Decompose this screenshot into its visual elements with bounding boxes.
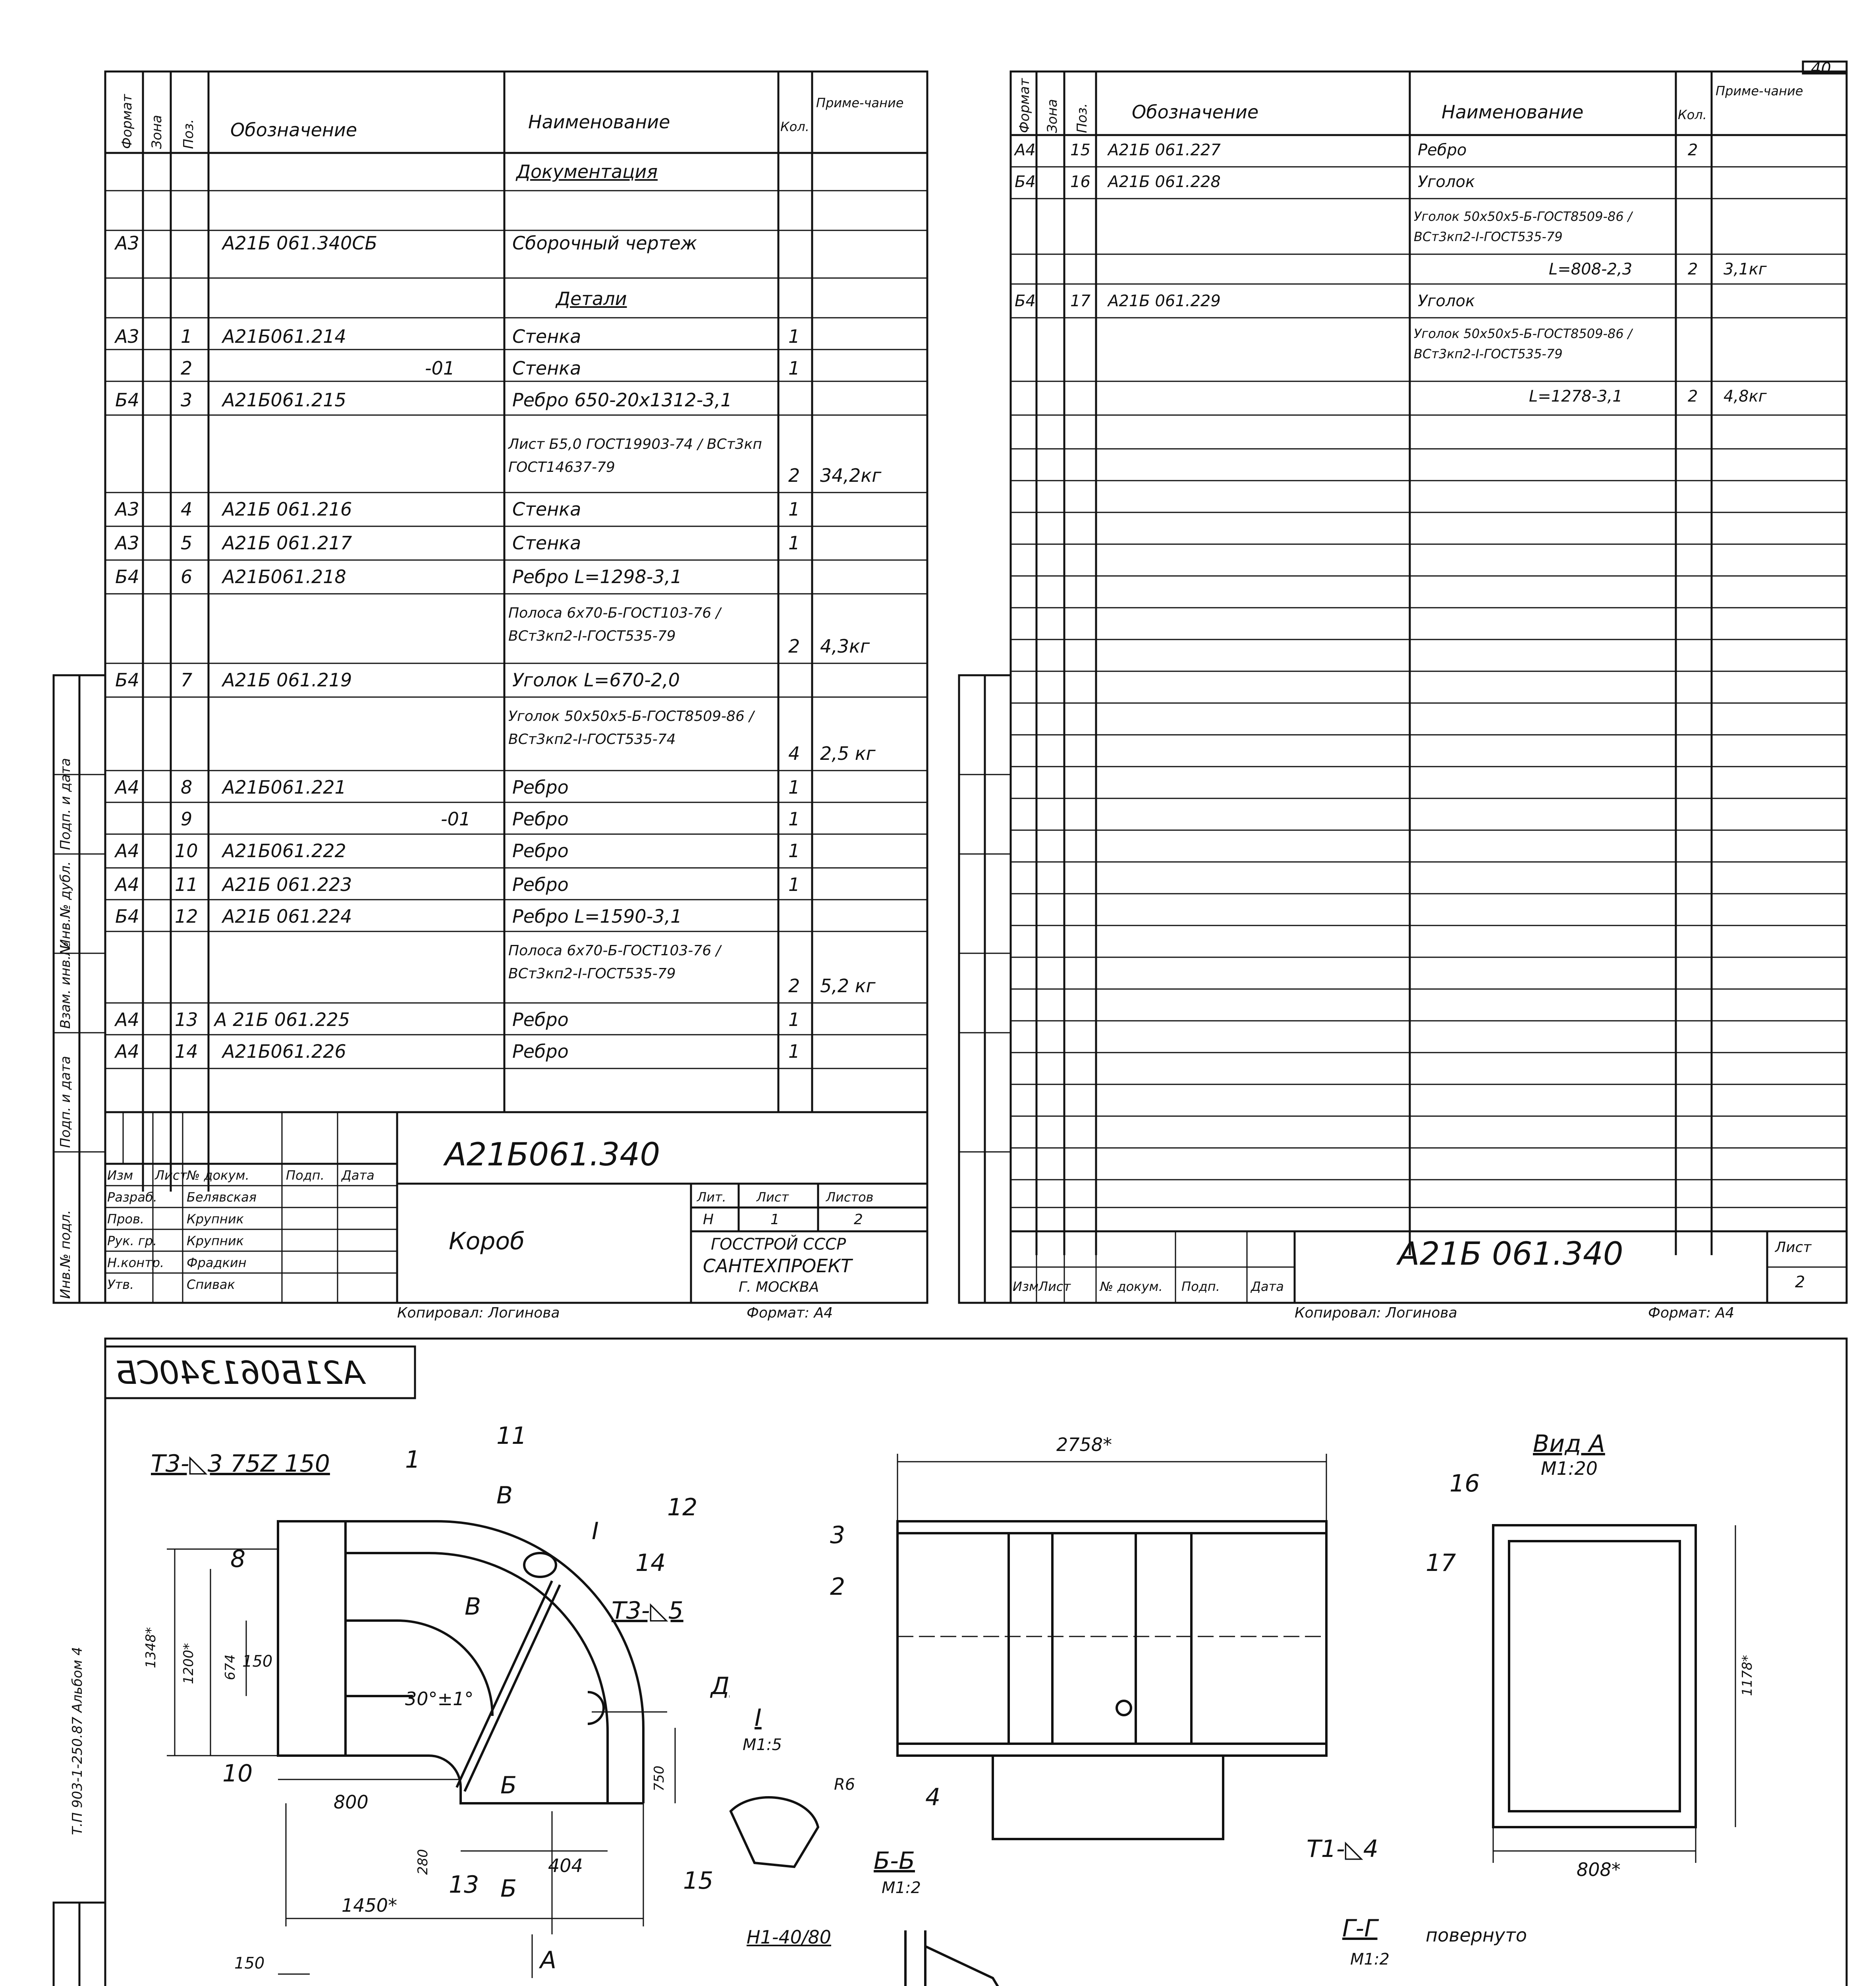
position-callout: 10 [222, 1760, 253, 1787]
row-qty: 2 [1688, 141, 1698, 159]
header-pos: Поз. [181, 119, 197, 149]
row-name: Ребро 650-20х1312-3,1 [512, 389, 732, 411]
row-name: Стенка [512, 357, 581, 379]
dimension-label: 280 [415, 1849, 431, 1875]
position-callout: 15 [683, 1867, 714, 1895]
sheet-label-lit: Лит. [697, 1190, 726, 1205]
row-name: Ребро L=1590-3,1 [512, 906, 682, 927]
copied-by: Копировал: Логинова [397, 1305, 560, 1321]
row-format: А4 [1015, 141, 1036, 159]
row-name: Лист Б5,0 ГОСТ19903-74 / ВСт3кп ГОСТ14637-79 [508, 436, 762, 475]
position-callout: 17 [1426, 1549, 1456, 1577]
position-callout: 12 [667, 1493, 698, 1521]
format-label: Формат: А4 [747, 1305, 833, 1321]
row-pos: 5 [181, 532, 193, 554]
view-a-marker: А [540, 1946, 557, 1974]
org-name: ГОССТРОЙ СССР [711, 1235, 846, 1254]
header-note: Приме-чание [816, 95, 904, 110]
row-name: Ребро [512, 1041, 569, 1062]
row-name: Уголок 50х50х5-Б-ГОСТ8509-86 / ВСт3кп2-I-ГОСТ535-74 [508, 708, 754, 748]
dimension-label: 1178* [1739, 1655, 1755, 1696]
position-callout: 16 [1449, 1470, 1480, 1497]
row-designation: А21Б061.222 [222, 840, 346, 862]
dimension-label: 150 [234, 1954, 265, 1972]
row-name: Уголок 50х50х5-Б-ГОСТ8509-86 / ВСт3кп2-I-ГОСТ535-79 [1414, 326, 1632, 362]
header-qty: Кол. [1678, 107, 1707, 122]
dimension-label: 404 [548, 1855, 583, 1876]
elbow-plan [278, 1521, 643, 1803]
row-pos: 6 [181, 566, 193, 587]
row-note: 4,8кг [1724, 387, 1767, 406]
row-name: Ребро [512, 1009, 569, 1030]
role-person: Крупник [187, 1211, 244, 1227]
row-name: Стенка [512, 532, 581, 554]
row-format: А3 [115, 232, 139, 254]
header-designation: Обозначение [230, 119, 357, 141]
view-a-frame [1493, 1525, 1696, 1827]
position-callout: 13 [449, 1871, 479, 1899]
position-callout: 1 [405, 1446, 421, 1474]
row-name: Полоса 6х70-Б-ГОСТ103-76 / ВСт3кп2-I-ГОСТ535-79 [508, 943, 721, 982]
row-name: Ребро [512, 777, 569, 798]
row-name: Стенка [512, 498, 581, 520]
row-format: Б4 [115, 566, 139, 587]
position-callout: 14 [635, 1549, 666, 1577]
row-pos: 16 [1070, 173, 1090, 191]
section-b-marker: Б [500, 1875, 517, 1903]
row-format: А3 [115, 498, 139, 520]
head-cell: Дата [1251, 1279, 1284, 1294]
row-designation: А21Б 061.216 [222, 498, 352, 520]
row-note: 5,2 кг [820, 975, 876, 997]
role-label: Н.контр. [107, 1255, 164, 1270]
row-qty: 1 [788, 1009, 800, 1030]
section-bb-title: Б-Б [874, 1847, 915, 1875]
row-documentation: Документация [516, 161, 658, 182]
row-qty: 2 [788, 465, 800, 486]
row-format: А4 [115, 874, 139, 895]
dimension-label: 674 [222, 1654, 238, 1680]
row-format: Б4 [115, 389, 139, 411]
row-qty: 1 [788, 840, 800, 862]
row-name: Ребро [512, 874, 569, 895]
head-cell: Подп. [1181, 1279, 1220, 1294]
row-qty: 1 [788, 1041, 800, 1062]
row-format: А4 [115, 1009, 139, 1030]
role-person: Фрадкин [187, 1255, 247, 1270]
row-name: Уголок [1418, 292, 1475, 310]
weld-mark: Т1-◺4 [1307, 1835, 1378, 1863]
detail-i [731, 1797, 818, 1867]
row-format: А3 [115, 326, 139, 347]
side-label: Инв.№ подл. [58, 1210, 73, 1299]
row-qty: 1 [788, 777, 800, 798]
row-note: 4,3кг [820, 636, 870, 657]
sheet-label: Лист [1775, 1239, 1812, 1256]
row-name: Стенка [512, 326, 581, 347]
header-format: Формат [119, 94, 135, 149]
position-callout: 2 [830, 1573, 845, 1601]
side-label: Инв.№ дубл. [58, 861, 73, 949]
dimension-label: 750 [651, 1766, 667, 1791]
row-pos: 17 [1070, 292, 1090, 310]
row-format: А4 [115, 1041, 139, 1062]
row-name: Ребро [1418, 141, 1467, 159]
org-name-2: САНТЕХПРОЕКТ [703, 1255, 852, 1277]
row-name: Сборочный чертеж [512, 232, 697, 254]
view-b-marker: В [496, 1482, 513, 1509]
head-cell: Изм [1013, 1279, 1039, 1294]
box-dims [897, 1454, 1326, 1521]
row-designation: А21Б 061.223 [222, 874, 352, 895]
view-a-scale: М1:20 [1541, 1458, 1598, 1479]
stamp-code: А21Б061340СБ [115, 1354, 365, 1391]
row-pos: 3 [181, 389, 193, 411]
row-name: Уголок L=670-2,0 [512, 669, 680, 691]
position-callout: 11 [496, 1422, 527, 1450]
position-callout: 8 [230, 1545, 246, 1573]
header-qty: Кол. [780, 119, 809, 134]
header-pos: Поз. [1074, 103, 1090, 133]
side-label: Подп. и дата [58, 1056, 73, 1148]
row-designation: А21Б 061.227 [1108, 141, 1221, 159]
radius-label: R6 [834, 1775, 855, 1794]
row-designation: А21Б061.214 [222, 326, 346, 347]
head-cell: Подп. [286, 1168, 324, 1183]
sheet-value-lit: Н [703, 1211, 714, 1228]
row-pos: 15 [1070, 141, 1090, 159]
row-pos: 14 [175, 1041, 198, 1062]
sheet-value: 2 [1795, 1273, 1805, 1291]
angle-label: 30°±1° [405, 1688, 474, 1710]
row-designation: А21Б061.221 [222, 777, 346, 798]
title-name: Короб [449, 1227, 525, 1255]
dimension-label: 808* [1577, 1859, 1621, 1880]
row-designation: -01 [425, 357, 455, 379]
row-qty: 4 [788, 743, 800, 764]
row-pos: 11 [175, 874, 198, 895]
header-name: Наименование [1442, 101, 1584, 123]
header-format: Формат [1017, 78, 1033, 133]
detail-i-scale: М1:5 [743, 1736, 782, 1754]
dimension-label: 2758* [1056, 1434, 1112, 1455]
row-qty: 2 [1688, 260, 1698, 278]
row-pos: 4 [181, 498, 193, 520]
row-note: 34,2кг [820, 465, 882, 486]
role-label: Разраб. [107, 1190, 157, 1205]
section-gg-title: Г-Г [1342, 1915, 1378, 1942]
sheet-label-sheet: Лист [757, 1190, 789, 1205]
row-qty: 1 [788, 357, 800, 379]
header-designation: Обозначение [1132, 101, 1259, 123]
header-zone: Зона [149, 115, 165, 149]
row-name: Полоса 6х70-Б-ГОСТ103-76 / ВСт3кп2-I-ГОСТ535-79 [508, 605, 721, 644]
dimension-label: 150 [242, 1652, 273, 1671]
row-designation: А21Б 061.224 [222, 906, 352, 927]
row-designation: А21Б061.226 [222, 1041, 346, 1062]
row-name: L=1278-3,1 [1529, 387, 1623, 406]
detail-i-title: I [755, 1704, 762, 1732]
dimension-label: 1200* [181, 1643, 197, 1684]
row-designation: А 21Б 061.225 [214, 1009, 350, 1030]
weld-label: Т3-◺3 75Z 150 [151, 1450, 330, 1478]
dimension-label: 1450* [342, 1895, 398, 1916]
row-note: 3,1кг [1724, 260, 1767, 278]
row-details: Детали [556, 288, 627, 309]
head-cell: Лист [1038, 1279, 1071, 1294]
section-b-marker: Б [500, 1772, 517, 1799]
row-name: L=808-2,3 [1549, 260, 1633, 278]
row-designation: А21Б 061.228 [1108, 173, 1221, 191]
section-gg-scale: М1:2 [1350, 1950, 1390, 1969]
row-format: А4 [115, 840, 139, 862]
row-name: Ребро [512, 840, 569, 862]
row-name: Ребро L=1298-3,1 [512, 566, 682, 587]
view-b-marker: В [465, 1593, 481, 1621]
row-format: А3 [115, 532, 139, 554]
section-bb-scale: М1:2 [882, 1879, 921, 1897]
org-city: Г. МОСКВА [739, 1279, 819, 1295]
row-qty: 2 [788, 636, 800, 657]
role-person: Белявская [187, 1190, 257, 1205]
side-label: Подп. и дата [58, 758, 73, 850]
row-designation: А21Б 061.219 [222, 669, 352, 691]
header-note: Приме-чание [1716, 83, 1803, 99]
format-label: Формат: А4 [1648, 1305, 1735, 1321]
head-cell: Лист [155, 1168, 187, 1183]
row-designation: А21Б061.215 [222, 389, 346, 411]
row-pos: 7 [181, 669, 193, 691]
row-name: Ребро [512, 808, 569, 830]
row-designation: А21Б061.218 [222, 566, 346, 587]
role-person: Спивак [187, 1277, 235, 1292]
row-designation: А21Б 061.340СБ [222, 232, 378, 254]
row-qty: 2 [1688, 387, 1698, 406]
album-note: Т.П 903-1-250.87 Альбом 4 [69, 1647, 85, 1835]
role-label: Пров. [107, 1211, 144, 1227]
row-note: 2,5 кг [820, 743, 876, 764]
box-side [897, 1521, 1326, 1839]
row-pos: 10 [175, 840, 198, 862]
row-designation: А21Б 061.229 [1108, 292, 1221, 310]
row-qty: 1 [788, 498, 800, 520]
row-qty: 1 [788, 326, 800, 347]
row-pos: 13 [175, 1009, 198, 1030]
copied-by: Копировал: Логинова [1295, 1305, 1457, 1321]
row-designation: А21Б 061.217 [222, 532, 352, 554]
dimension-label: 1348* [143, 1627, 159, 1668]
detail-marker: I [592, 1517, 599, 1545]
row-qty: 2 [788, 975, 800, 997]
row-name: Уголок [1418, 173, 1475, 191]
weld-label: Т3-◺5 [612, 1597, 683, 1625]
head-cell: № докум. [187, 1168, 249, 1183]
section-gg-note: повернуто [1426, 1924, 1527, 1946]
row-pos: 1 [181, 326, 193, 347]
title-code: А21Б 061.340 [1398, 1235, 1623, 1272]
page-number: 40 [1811, 60, 1831, 78]
sheet-value-sheet: 1 [770, 1211, 780, 1228]
role-label: Утв. [107, 1277, 134, 1292]
row-pos: 8 [181, 777, 193, 798]
row-format: Б4 [115, 906, 139, 927]
sheet-label-sheets: Листов [826, 1190, 874, 1205]
position-callout: 3 [830, 1521, 845, 1549]
row-pos: 2 [181, 357, 193, 379]
row-pos: 12 [175, 906, 198, 927]
head-cell: Дата [342, 1168, 374, 1183]
row-format: Б4 [1015, 173, 1036, 191]
header-name: Наименование [528, 111, 670, 133]
row-name: Уголок 50х50х5-Б-ГОСТ8509-86 / ВСт3кп2-I-ГОСТ535-79 [1414, 209, 1632, 245]
row-designation: -01 [441, 808, 471, 830]
row-format: Б4 [1015, 292, 1036, 310]
row-qty: 1 [788, 532, 800, 554]
dimension-label: 800 [334, 1791, 369, 1813]
view-d-marker: Д [711, 1672, 730, 1700]
row-qty: 1 [788, 808, 800, 830]
row-format: Б4 [115, 669, 139, 691]
side-label: Взам. инв.№ [58, 941, 73, 1029]
section-bb [814, 1930, 1017, 1986]
row-pos: 9 [181, 808, 193, 830]
header-zone: Зона [1044, 99, 1060, 133]
title-code: А21Б061.340 [445, 1136, 660, 1173]
row-qty: 1 [788, 874, 800, 895]
sheet-value-sheets: 2 [854, 1211, 863, 1228]
head-cell: № докум. [1100, 1279, 1163, 1294]
head-cell: Изм [107, 1168, 133, 1183]
weld-mark: Н1-40/80 [747, 1926, 832, 1948]
row-format: А4 [115, 777, 139, 798]
role-person: Крупник [187, 1233, 244, 1248]
view-a-title: Вид А [1533, 1430, 1605, 1458]
role-label: Рук. гр. [107, 1233, 157, 1248]
position-callout: 4 [925, 1783, 941, 1811]
